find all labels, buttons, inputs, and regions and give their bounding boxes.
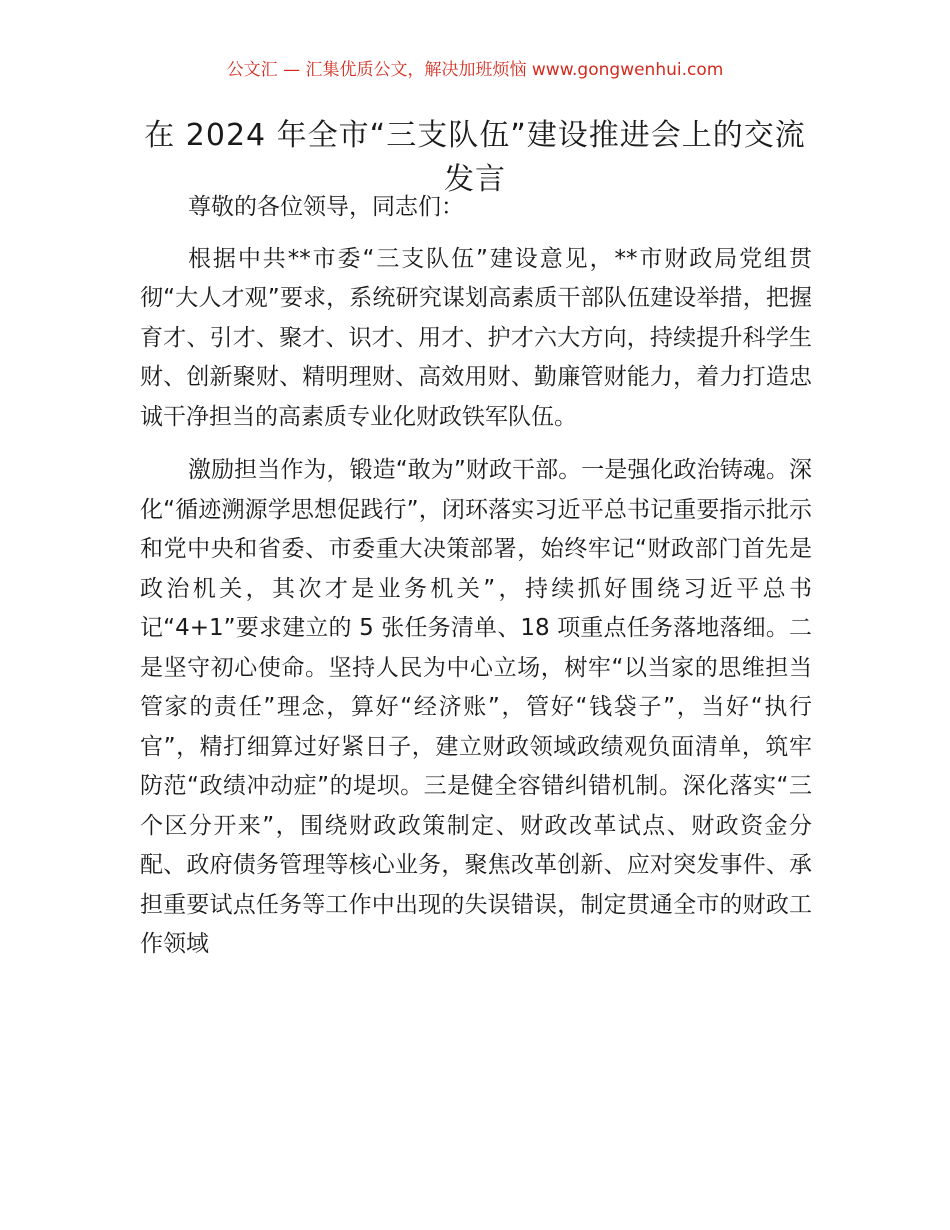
paragraph: 根据中共**市委“三支队伍”建设意见，**市财政局党组贯彻“大人才观”要求，系统研究谋划高素质干部队伍建设举措，把握育才、引才、聚才、识才、用才、护才六大方向，持续提升科学生财、创新聚财、精明理财、高效用财、勤廉管财能力，着力打造忠诚干净担当的高素质专业化财政铁军队伍。 xyxy=(140,245,812,430)
page-title: 在 2024 年全市“三支队伍”建设推进会上的交流发言 xyxy=(144,118,806,197)
paragraph: 激励担当作为，锻造“敢为”财政干部。一是强化政治铸魂。深化“循迹溯源学思想促践行”，闭环落实习近平总书记重要指示批示和党中央和省委、市委重大决策部署，始终牢记“财政部门首先是政治机关，其次才是业务机关”，持续抓好围绕习近平总书记“4+1”要求建立的 5 张任务清单、18 项重点任务落地落细。二是坚守初心使命。坚持人民为中心立场，树牢“以当家的思维担当管家的责任”理念，算好“经济账”，管好“钱袋子”，当好“执行官”，精打细算过好紧日子，建立财政领域政绩观负面清单，筑牢防范“政绩冲动症”的堤坝。三是健全容错纠错机制。深化落实“三个区分开来”，围绕财政政策制定、财政改革试点、财政资金分配、政府债务管理等核心业务，聚焦改革创新、应对突发事件、承担重要试点任务等工作中出现的失误错误，制定贯通全市的财政工作领域 xyxy=(140,457,812,957)
site-banner: 公文汇 — 汇集优质公文，解决加班烦恼 www.gongwenhui.com xyxy=(226,60,724,80)
salutation: 尊敬的各位领导，同志们： xyxy=(188,194,464,220)
document-body xyxy=(140,188,812,979)
